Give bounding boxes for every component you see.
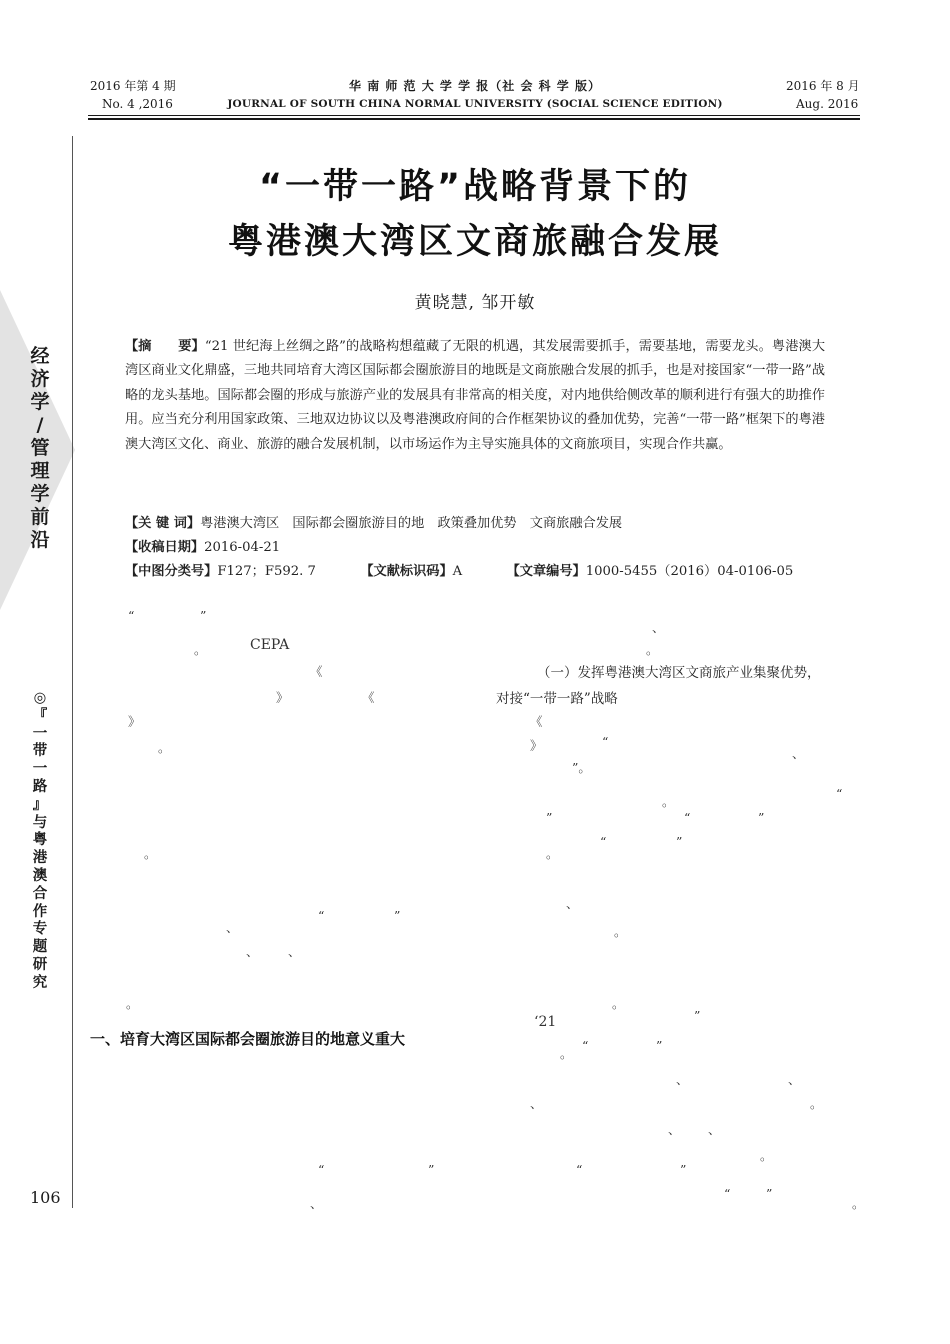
clc-number: F127；F592. 7	[217, 564, 316, 579]
body-punct: “	[128, 608, 135, 623]
subsection-heading-line2: 对接“一带一路”战略	[496, 691, 618, 707]
body-punct: “	[724, 1186, 731, 1201]
abstract-label: 【摘 要】	[125, 339, 205, 354]
column-title-char: /	[36, 414, 44, 436]
special-topic-char: 作	[32, 903, 48, 920]
authors: 黄晓慧, 邹开敏	[414, 293, 536, 313]
body-punct: 。	[852, 1196, 865, 1211]
column-title-char: 济	[30, 368, 50, 390]
body-punct: 》	[530, 738, 543, 753]
body-punct: 。	[614, 924, 627, 939]
article-title-line1: “一带一路”战略背景下的	[258, 167, 691, 207]
doc-code-label: 【文献标识码】	[360, 564, 453, 579]
body-punct: 。	[144, 846, 157, 861]
body-punct: 、	[788, 1072, 801, 1087]
received-label: 【收稿日期】	[125, 540, 205, 555]
special-topic-char: 一	[32, 761, 48, 778]
body-punct: “	[318, 908, 325, 923]
publication-date-en: Aug. 2016	[796, 97, 859, 111]
margin-vertical-rule	[72, 136, 73, 1208]
special-topic-char: 专	[32, 921, 48, 938]
issue-number-en: No. 4 ,2016	[102, 97, 173, 111]
body-cepa: CEPA	[250, 637, 290, 653]
issue-number-cn: 2016 年第 4 期	[90, 79, 176, 93]
body-punct: ”	[546, 810, 553, 825]
header-rule-thick	[88, 118, 860, 120]
body-punct: 《	[530, 714, 543, 729]
special-topic-char: ◎	[33, 690, 47, 706]
classification-line	[125, 560, 793, 584]
journal-name-en: JOURNAL OF SOUTH CHINA NORMAL UNIVERSITY (SOCIAL SCIENCE EDITION)	[227, 98, 723, 110]
body-punct: 、	[792, 746, 805, 761]
column-title-char: 学	[30, 391, 50, 413]
body-punct: ”	[694, 1008, 701, 1023]
body-punct: 。	[646, 642, 659, 657]
body-punct: “	[602, 734, 609, 749]
subsection-heading-line1: （一）发挥粤港澳大湾区文商旅产业集聚优势，	[537, 665, 821, 681]
body-punct: 、	[310, 1196, 323, 1211]
body-punct: 、	[708, 1122, 721, 1137]
body-punct: 、	[566, 896, 579, 911]
body-punct: “	[684, 810, 691, 825]
body-punct: “	[600, 834, 607, 849]
keywords-line	[125, 512, 622, 536]
special-topic-char: 粤	[32, 832, 48, 849]
body-punct: 、	[676, 1072, 689, 1087]
column-title-char: 经	[30, 345, 50, 367]
body-punct: ”	[200, 608, 207, 623]
body-punct: 。	[662, 794, 675, 809]
special-topic-char: 题	[32, 939, 48, 956]
column-title-char: 理	[30, 460, 50, 482]
body-punct: 。	[126, 996, 139, 1011]
body-punct: 。	[612, 996, 625, 1011]
body-punct: 。	[810, 1096, 823, 1111]
body-punct: 、	[288, 944, 301, 959]
clc-label: 【中图分类号】	[125, 564, 218, 579]
body-punct: 。	[560, 1046, 573, 1061]
body-punct: 。	[546, 846, 559, 861]
body-punct: ”	[428, 1162, 435, 1177]
article-number-label: 【文章编号】	[506, 564, 586, 579]
column-title-vertical	[22, 345, 58, 552]
special-topic-char: 港	[32, 850, 48, 867]
body-punct: “	[576, 1162, 583, 1177]
journal-name-cn: 华 南 师 范 大 学 学 报（社 会 科 学 版）	[349, 79, 601, 93]
body-punct: 。	[194, 642, 207, 657]
body-punct: “	[318, 1162, 325, 1177]
keywords-label: 【关 键 词】	[125, 516, 201, 531]
publication-date-cn: 2016 年 8 月	[786, 79, 860, 93]
column-title-char: 学	[30, 483, 50, 505]
column-title-char: 管	[30, 437, 50, 459]
body-punct: ”	[680, 1162, 687, 1177]
body-punct: 》	[276, 690, 289, 705]
body-punct: 、	[530, 1096, 543, 1111]
special-topic-char: 『	[32, 707, 48, 724]
article-title-line2: 粤港澳大湾区文商旅融合发展	[227, 222, 722, 262]
received-line	[125, 536, 280, 560]
special-topic-char: 带	[32, 743, 48, 760]
body-punct: 》	[128, 714, 141, 729]
body-punct: “	[836, 786, 843, 801]
body-punct: 。	[760, 1148, 773, 1163]
abstract	[125, 335, 825, 457]
body-punct: ”	[766, 1186, 773, 1201]
column-title-char: 沿	[30, 529, 50, 551]
special-topic-char: 』	[32, 796, 48, 813]
received-date: 2016-04-21	[204, 540, 281, 555]
body-punct: 《	[310, 664, 323, 679]
body-punct: “	[582, 1038, 589, 1053]
body-punct: 、	[226, 920, 239, 935]
body-punct: ”	[656, 1038, 663, 1053]
body-twentyone: ‘21	[534, 1014, 557, 1030]
special-topic-char: 澳	[32, 867, 48, 884]
body-punct: 。	[158, 740, 171, 755]
body-punct: 《	[362, 690, 375, 705]
body-punct: ”	[394, 908, 401, 923]
special-topic-char: 研	[32, 956, 48, 973]
doc-code: A	[452, 564, 463, 579]
section-heading-1: 一、培育大湾区国际都会圈旅游目的地意义重大	[90, 1030, 406, 1048]
abstract-text: “21 世纪海上丝绸之路”的战略构想蕴藏了无限的机遇，其发展需要抓手，需要基地，需要龙头。粤港澳大湾区商业文化鼎盛，三地共同培育大湾区国际都会圈旅游目的地既是文商旅融合发展的抓手，也是对接国家“一带一路”战略的龙头基地。国际都会圈的形成与旅游产业的发展具有非常高的相关度，对内地供给侧改革的顺利进行有强大的助推作用。应当充分利用国家政策、三地双边协议以及粤港澳政府间的合作框架协议的叠加优势，完善“一带一路”框架下的粤港澳大湾区文化、商业、旅游的融合发展机制，以市场运作为主导实施具体的文商旅项目，实现合作共赢。	[125, 339, 826, 452]
article-number: 1000-5455（2016）04-0106-05	[585, 564, 794, 579]
special-topic-vertical	[27, 690, 53, 993]
special-topic-char: 一	[32, 725, 48, 742]
body-punct: ”。	[572, 760, 591, 775]
body-punct: ”	[758, 810, 765, 825]
special-topic-char: 究	[32, 974, 48, 991]
column-title-char: 前	[30, 506, 50, 528]
special-topic-char: 与	[32, 814, 48, 831]
body-punct: ”	[676, 834, 683, 849]
special-topic-char: 合	[32, 885, 48, 902]
page-number: 106	[30, 1188, 61, 1207]
header-rule-thin	[88, 115, 860, 116]
body-punct: 、	[246, 944, 259, 959]
special-topic-char: 路	[32, 778, 48, 795]
keywords: 粤港澳大湾区 国际都会圈旅游目的地 政策叠加优势 文商旅融合发展	[200, 516, 623, 531]
body-punct: 、	[652, 620, 665, 635]
body-punct: 、	[668, 1122, 681, 1137]
